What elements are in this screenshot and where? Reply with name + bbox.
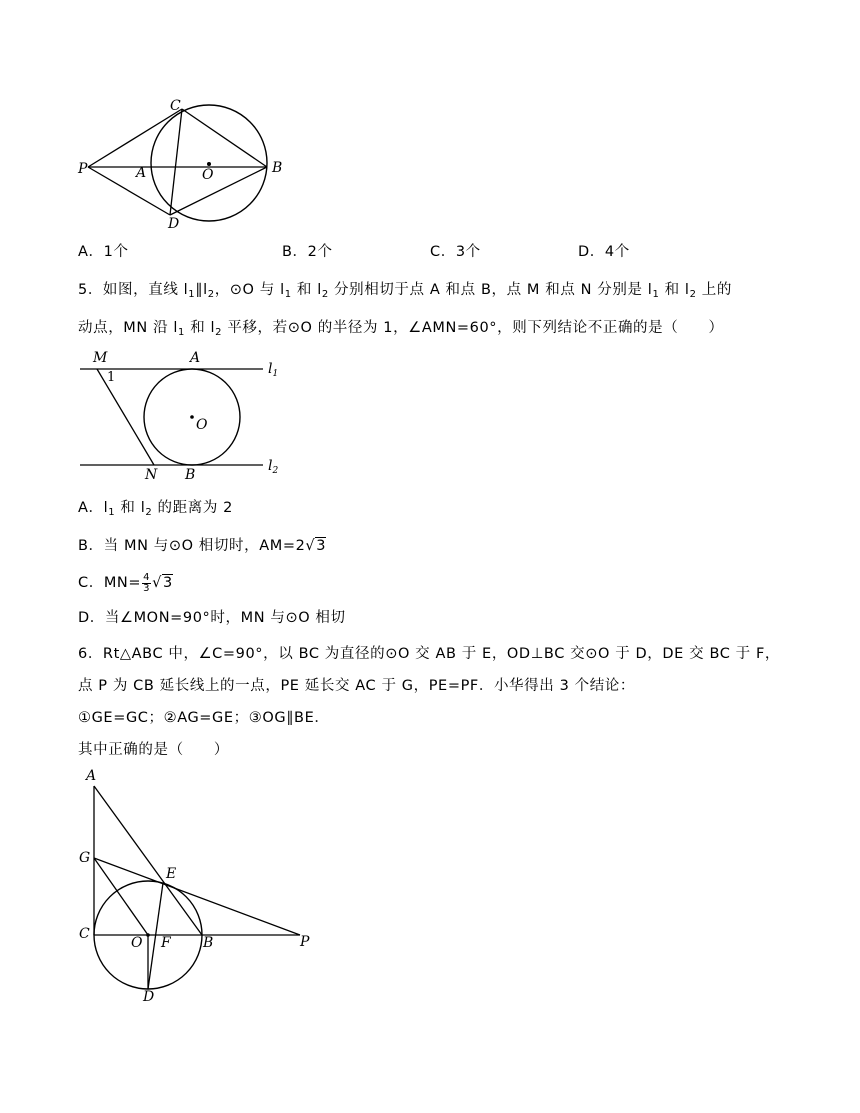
q4-option-a: A．1个	[78, 244, 129, 260]
q4-label-p: P	[78, 161, 88, 177]
q6-stem-line2: 点 P 为 CB 延长线上的一点，PE 延长交 AC 于 G，PE=PF．小华得出 3 个结论：	[78, 678, 635, 694]
q5-label-b: B	[185, 467, 196, 483]
q6-stem-line3: ①GE=GC；②AG=GE；③OG∥BE．	[78, 710, 330, 726]
q5-option-a: A．$l_1$ 和 $l_2$ 的距离为 2	[78, 500, 233, 518]
q6-label-o: O	[131, 935, 143, 951]
q5-label-o: O	[196, 417, 208, 433]
q4-option-b: B．2个	[282, 244, 333, 260]
q6-diagram	[70, 768, 320, 1008]
q4-diagram	[70, 90, 300, 235]
q6-label-e: E	[166, 866, 177, 882]
q4-label-o: O	[202, 167, 214, 183]
q4-option-d: D．4个	[578, 244, 630, 260]
q4-label-c: C	[170, 98, 181, 114]
q6-label-g: G	[79, 850, 91, 866]
q5-figure	[75, 348, 290, 483]
q6-stem-line4: 其中正确的是（ ）	[78, 742, 229, 758]
q5-option-d: D．当∠MON=90°时，MN 与⊙O 相切	[78, 610, 346, 626]
q5-diagram	[75, 348, 290, 483]
q5-label-angle1: 1	[107, 370, 116, 385]
q6-label-c: C	[79, 926, 90, 942]
q5-stem-line2: 动点，MN 沿 $l_1$ 和 $l_2$ 平移，若⊙O 的半径为 1，∠AMN=60°，则下列结论不正确的是（ ）	[78, 320, 724, 338]
fraction: $\frac{4}{3}$	[143, 571, 151, 594]
q6-label-f: F	[161, 935, 171, 951]
q4-label-d: D	[168, 216, 180, 232]
q5-label-n: N	[145, 467, 158, 483]
q5-stem-line1: 5．如图，直线 $l_1\parallel l_2$，⊙O 与 $l_1$ 和 $l_2$ 分别相切于点 A 和点 B，点 M 和点 N 分别是 $l_1$ 和 $l_2$ 上的	[78, 282, 732, 300]
q6-label-a: A	[86, 768, 97, 784]
q5-label-l2: $l_2$	[268, 458, 279, 476]
q5-option-b: B．当 MN 与⊙O 相切时，AM=2√3	[78, 538, 327, 554]
q5-label-l1: $l_1$	[268, 361, 279, 379]
q4-option-c: C．3个	[430, 244, 481, 260]
q6-label-p: P	[300, 934, 310, 950]
q5-label-a: A	[190, 350, 201, 366]
q6-stem-line1: 6．Rt△ABC 中，∠C=90°，以 BC 为直径的⊙O 交 AB 于 E，OD⊥BC 交⊙O 于 D，DE 交 BC 于 F，	[78, 646, 781, 662]
q5-option-c: C．MN= $\frac{4}{3}$ √3	[78, 571, 173, 594]
q6-figure	[70, 768, 320, 1008]
q6-label-b: B	[203, 935, 214, 951]
q6-label-d: D	[143, 989, 155, 1005]
q4-figure	[70, 90, 300, 235]
q4-label-a: A	[136, 165, 147, 181]
q5-label-m: M	[93, 350, 108, 366]
q4-label-b: B	[272, 160, 283, 176]
